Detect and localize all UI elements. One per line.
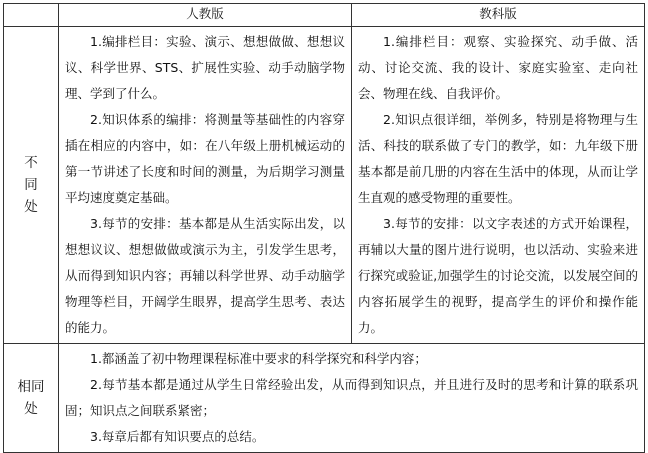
renjiao-point-2: 2.知识体系的编排：将测量等基础性的内容穿插在相应的内容中，如：在八年级上册机械运动的第一节讲述了长度和时间的测量，为后期学习测量平均速度奠定基础。 bbox=[65, 112, 345, 205]
renjiao-point-1: 1.编排栏目：实验、演示、想想做做、想想议议、科学世界、STS、扩展性实验、动手动脑学物理、学到了什么。 bbox=[65, 34, 345, 101]
similarity-point-3: 3.每章后都有知识要点的总结。 bbox=[90, 429, 265, 444]
renjiao-point-3: 3.每节的安排：基本都是从生活实际出发，以想想议议、想想做做或演示为主，引发学生思考，从而得到知识内容；再辅以科学世界、动手动脑学物理等栏目，开阔学生眼界，提高学生思考、表达的能力。 bbox=[65, 216, 345, 335]
similarity-point-2: 2.每节基本都是通过从学生日常经验出发，从而得到知识点，并且进行及时的思考和计算的联系巩固；知识点之间联系紧密； bbox=[65, 377, 638, 418]
similarity-point-1: 1.都涵盖了初中物理课程标准中要求的科学探究和科学内容； bbox=[90, 351, 427, 366]
renjiao-differences-cell bbox=[59, 27, 352, 344]
differences-label-char: 同 bbox=[24, 177, 38, 193]
header-jiaoke: 教科版 bbox=[352, 4, 645, 27]
similarities-label-part: 相同 bbox=[17, 379, 45, 395]
differences-label-char: 不 bbox=[24, 155, 38, 171]
similarities-label bbox=[4, 344, 59, 453]
differences-label-char: 处 bbox=[24, 199, 38, 215]
similarities-cell bbox=[59, 344, 645, 453]
similarities-row bbox=[4, 344, 645, 453]
header-renjiao: 人教版 bbox=[59, 4, 352, 27]
comparison-table bbox=[3, 3, 645, 453]
differences-row bbox=[4, 27, 645, 344]
jiaoke-point-1: 1.编排栏目：观察、实验探究、动手做、活动、讨论交流、我的设计、家庭实验室、走向社会、物理在线、自我评价。 bbox=[358, 34, 638, 101]
jiaoke-differences-cell bbox=[352, 27, 645, 344]
differences-label bbox=[4, 27, 59, 344]
jiaoke-point-3: 3.每节的安排：以文字表述的方式开始课程，再辅以大量的图片进行说明，也以活动、实验来进行探究或验证,加强学生的讨论交流，以发展空间的内容拓展学生的视野，提高学生的评价和操作能力。 bbox=[358, 216, 638, 335]
jiaoke-point-2: 2.知识点很详细，举例多，特别是将物理与生活、科技的联系做了专门的教学，如：九年级下册基本都是前几册的内容在生活中的体现，从而让学生直观的感受物理的重要性。 bbox=[358, 112, 638, 205]
header-blank-cell bbox=[4, 4, 59, 27]
similarities-label-part: 处 bbox=[24, 401, 38, 417]
header-row bbox=[4, 4, 645, 27]
